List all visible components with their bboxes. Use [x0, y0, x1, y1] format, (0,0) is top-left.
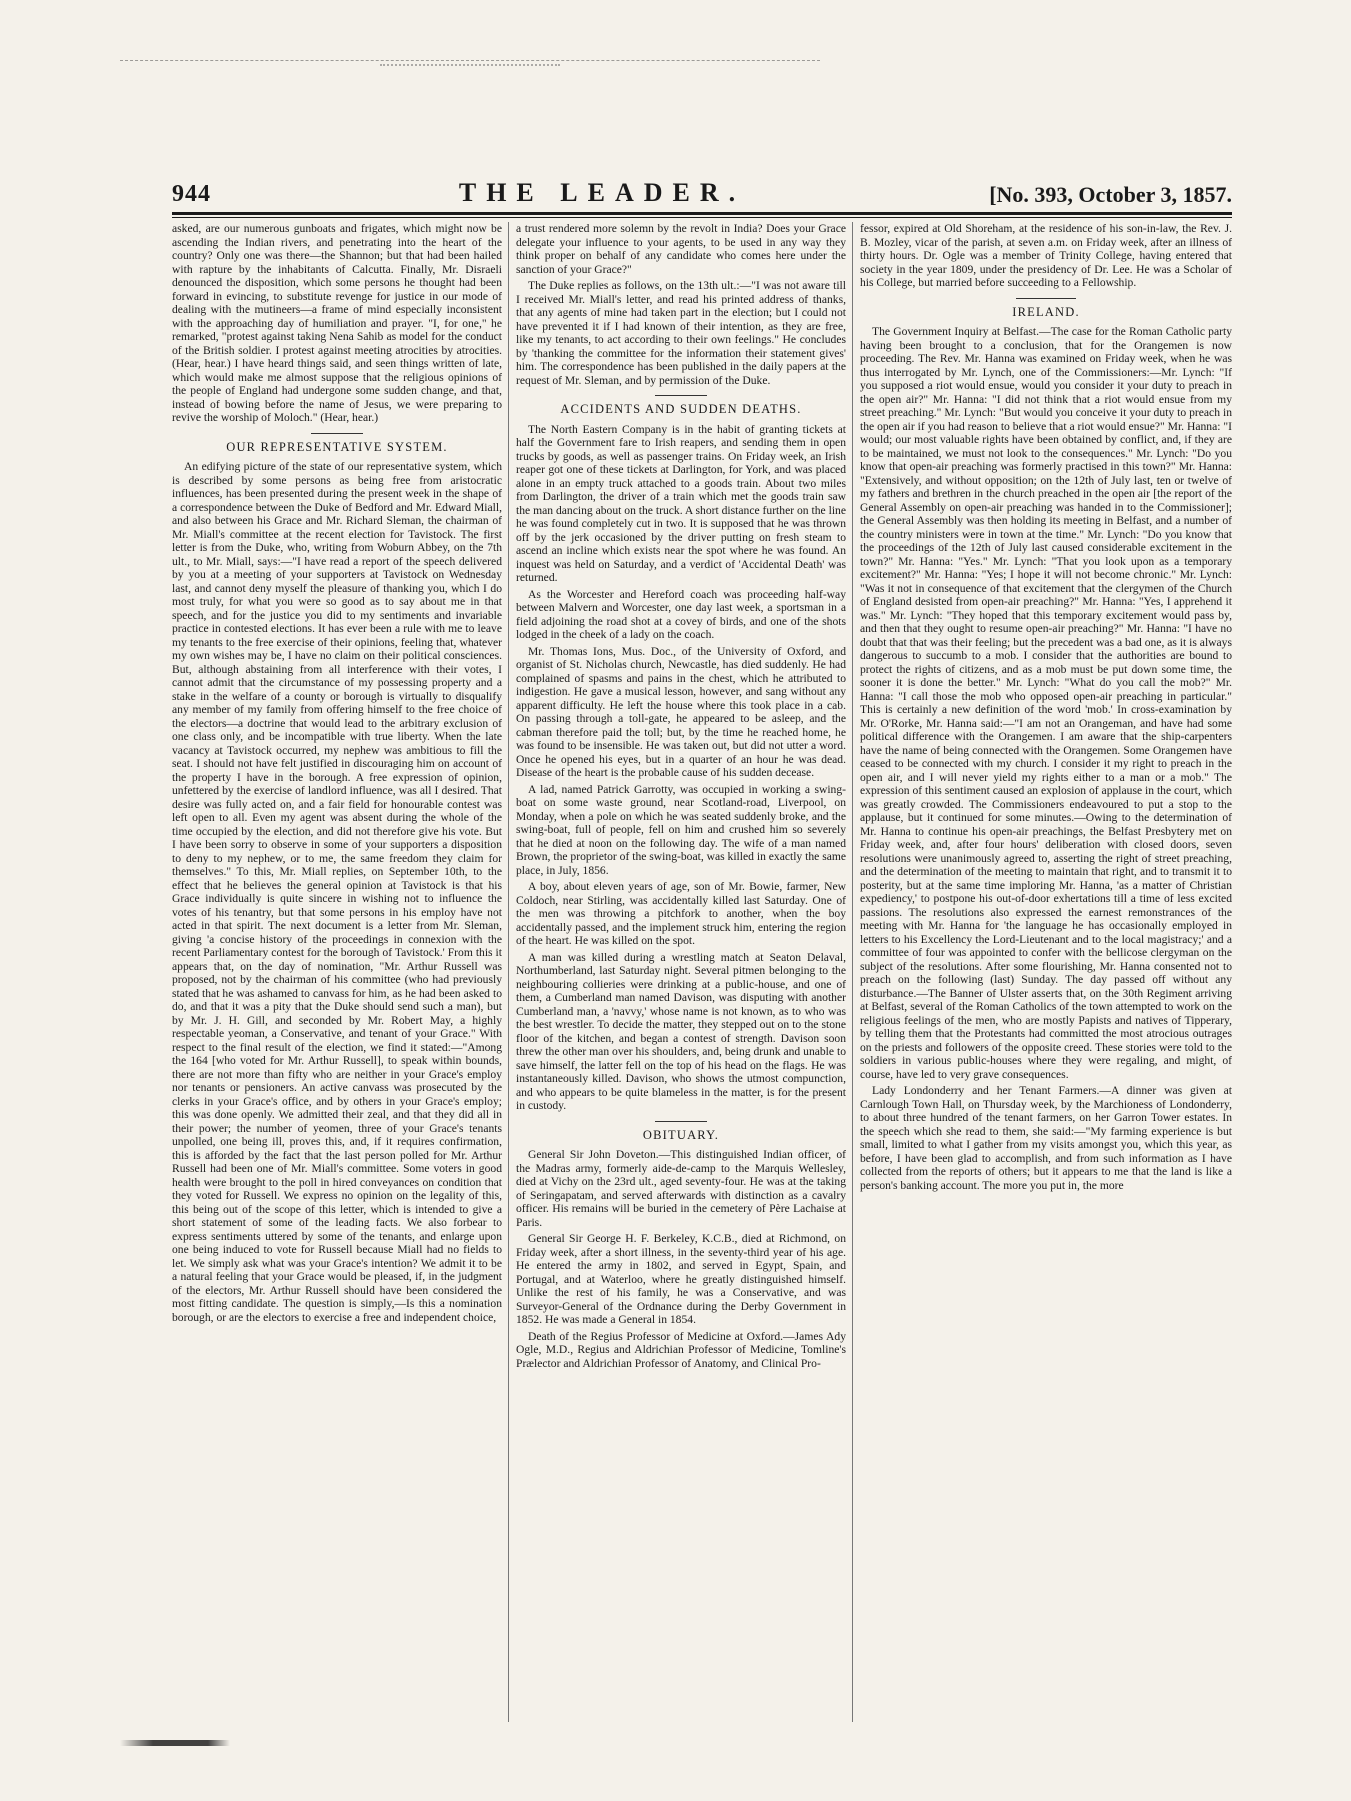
article-paragraph: A lad, named Patrick Garrotty, was occupied in working a swing-boat on some waste ground, near Scotland-road, Liverpool, on Monday, when a pole on which he was seated suddenly broke, and the swing-boat, full of people, fell on him and crushed him so severely that he died at noon on the following day. The wife of a man named Brown, the proprietor of the swing-boat, was killed in exactly the same place, in July, 1856.: [516, 782, 846, 877]
header-rule-thin: [172, 217, 1232, 218]
section-heading-representative-system: OUR REPRESENTATIVE SYSTEM.: [172, 433, 502, 455]
article-paragraph: The North Eastern Company is in the habit of granting tickets at half the Government fare to Irish reapers, and sending them in open trucks by goods, as well as passenger trains. On Friday week, an Irish reaper got one of these tickets at Darlington, for York, and was placed alone in an empty truck attached to a goods train. About two miles from Darlington, the driver of a train which met the goods train saw the man dancing about on the truck. A short distance further on the line he was found completely cut in two. It is supposed that he was thrown off by the jerk occasioned by the driver putting on fresh steam to ascend an incline which exists near the spot where he was found. An inquest was held on Saturday, and a verdict of 'Accidental Death' was returned.: [516, 422, 846, 584]
article-paragraph: A man was killed during a wrestling match at Seaton Delaval, Northumberland, last Saturday night. Several pitmen belonging to the neighbouring collieries were drinking at a public-house, and one of them, a Cumberland man named Davison, was disputing with another Cumberland man, a 'navvy,' whose name is not known, as to who was the best wrestler. To decide the matter, they stepped out on to the stone floor of the kitchen, and began a contest of strength. Davison soon threw the other man over his shoulders, and, being drunk and unable to save himself, the latter fell on the top of his head on the flags. He was instantaneously killed. Davison, who shows the utmost compunction, and who appears to be quite blameless in the matter, is for the present in custody.: [516, 950, 846, 1112]
column-divider: [852, 222, 853, 1722]
article-paragraph: Mr. Thomas Ions, Mus. Doc., of the University of Oxford, and organist of St. Nicholas church, Newcastle, has died suddenly. He had complained of spasms and pains in the chest, which he attributed to indigestion. He gave a musical lesson, however, and sang without any apparent difficulty. He left the house where this took place in a cab. On passing through a toll-gate, he appeared to be asleep, and the cabman therefore paid the toll; but, by the time he reached home, he was found to be insensible. He was taken out, but did not utter a word. Once he opened his eyes, but in a quarter of an hour he was dead. Disease of the heart is the probable cause of his sudden decease.: [516, 644, 846, 779]
article-paragraph: Lady Londonderry and her Tenant Farmers.—A dinner was given at Carnlough Town Hall, on Thursday week, by the Marchioness of Londonderry, to about three hundred of the tenant farmers, on her Garron Tower estates. In the speech which she read to them, she said:—"My farming experience is but small, limited to what I gather from my visits amongst you, which this year, as before, I have been glad to accomplish, and from such information as I have collected from the reports of others; but it appears to me that the land is like a person's banking account. The more you put in, the more: [860, 1084, 1232, 1192]
article-paragraph: fessor, expired at Old Shoreham, at the residence of his son-in-law, the Rev. J. B. Mozley, vicar of the parish, at seven a.m. on Friday week, after an illness of thirty hours. Dr. Ogle was a member of Trinity College, having entered that society in the year 1809, under the presidency of Dr. Lee. He was a Scholar of his College, but married before succeeding to a Fellowship.: [860, 222, 1232, 289]
ink-smudge: [120, 1740, 230, 1746]
page-number: 944: [172, 181, 211, 207]
newspaper-title: THE LEADER.: [458, 178, 746, 207]
article-paragraph: asked, are our numerous gunboats and frigates, which might now be ascending the Indian rivers, and penetrating into the heart of the country? Only one was there—the Shannon; but that had been hailed with rapture by the inhabitants of Calcutta. Finally, Mr. Disraeli denounced the disposition, which some persons he thought had been forward in evincing, to substitute revenge for justice in our mode of dealing with the mutineers—a frame of mind especially inconsistent with the approaching day of humiliation and prayer. "I, for one," he remarked, "protest against taking Nena Sahib as model for the conduct of the British soldier. I protest against meeting atrocities by atrocities. (Hear, hear.) I have heard things said, and seen things written of late, which would make me almost suppose that the religious opinions of the people of England had undergone some sudden change, and that, instead of bowing before the name of Jesus, we were preparing to revive the worship of Moloch." (Hear, hear.): [172, 222, 502, 424]
section-heading-ireland: IRELAND.: [860, 298, 1232, 320]
issue-date: [No. 393, October 3, 1857.: [989, 182, 1232, 207]
column-1: [172, 222, 502, 1732]
article-paragraph: An edifying picture of the state of our representative system, which is described by some persons as being free from aristocratic influences, has been presented during the present week in the shape of a correspondence between the Duke of Bedford and Mr. Edward Miall, and also between his Grace and Mr. Richard Sleman, the chairman of Mr. Miall's committee at the recent election for Tavistock. The first letter is from the Duke, who, writing from Woburn Abbey, on the 7th ult., to Mr. Miall, says:—"I have read a report of the speech delivered by you at a meeting of your supporters at Tavistock on Wednesday last, and cannot deny myself the pleasure of thanking you, which I do most truly, for what you were so good as to say about me in that speech, and for the justice you did to my sentiments and invariable practice in contested elections. It has ever been a rule with me to leave my tenants to the free exercise of their opinions, feeling that, whatever my own wishes may be, I have no claim on their political consciences. But, although abstaining from all interference with their votes, I cannot admit that the circumstance of my possessing property and a stake in the welfare of a county or borough is virtually to disqualify any member of my family from offering himself to the free choice of the electors—a doctrine that would lead to the arbitrary exclusion of one class only, and be incompatible with true liberty. When the late vacancy at Tavistock occurred, my nephew was ambitious to fill the seat. I should not have felt justified in discouraging him on account of the property I have in the borough. A free expression of opinion, unfettered by the exercise of landlord influence, was all I desired. That desire was fully acted on, and a fair field for honourable contest was left open to all. Even my agent was absent during the whole of the time occupied by the election, and did not therefore give his vote. But I have been sorry to observe in some of your supporters a disposition to deny to my nephew, or to me, the same freedom they claim for themselves." To this, Mr. Miall replies, on September 10th, to the effect that he believes the general opinion at Tavistock is that his Grace individually is quite sincere in wishing not to influence the votes of his tenantry, but that some persons in his employ have not acted in that spirit. The next document is a letter from Mr. Sleman, giving 'a concise history of the proceedings in connexion with the recent Parliamentary contest for the borough of Tavistock.' From this it appears that, on the day of nomination, "Mr. Arthur Russell was proposed, not by the chairman of his committee (who had previously stated that he was ashamed to canvass for him, as he had been asked to do, and that it was a pity that the Duke should send such a man), but by Mr. J. H. Gill, and seconded by Mr. Robert May, a highly respectable yeoman, a Conservative, and tenant of your Grace." With respect to the final result of the election, we find it stated:—"Among the 164 [who voted for Mr. Arthur Russell], to speak within bounds, there are not more than fifty who are neither in your Grace's employ nor tenants or pensioners. An active canvass was prosecuted by the clerks in your Grace's office, and by others in your Grace's employ; this was done openly. We admitted their zeal, and that they did all in their power; the number of yeomen, three of your Grace's tenants unpolled, one being ill, proves this, and, if it requires confirmation, this is afforded by the fact that the last person polled for Mr. Arthur Russell had been one of Mr. Miall's committee. Some voters in good health were brought to the poll in hired conveyances on condition that they voted for Russell. We express no opinion on the legality of this, this being out of the scope of this letter, which is intended to give a short statement of some of the leading facts. We also forbear to express sentiments uttered by some of the tenants, and enlarge upon one being induced to vote for Russell because Miall had no fields to let. We simply ask what was your Grace's intention? We admit it to be a natural feeling that your Grace would be pleased, if, in the judgment of the electors, Mr. Arthur Russell should have been considered the most fitting candidate. The question is simply,—Is this a nomination borough, or are the electors to exercise a free and independent choice,: [172, 460, 502, 1324]
section-heading-obituary: OBITUARY.: [516, 1121, 846, 1143]
scan-artifact-top-2: [380, 64, 560, 69]
article-paragraph: A boy, about eleven years of age, son of Mr. Bowie, farmer, New Coldoch, near Stirling, was accidentally killed last Saturday. One of the men was throwing a pitchfork to another, when the boy accidentally passed, and the implement struck him, entering the region of the heart. He was killed on the spot.: [516, 880, 846, 947]
article-paragraph: As the Worcester and Hereford coach was proceeding half-way between Malvern and Worcester, one day last week, a sportsman in a field adjoining the road shot at a covey of birds, and one of the shots lodged in the cheek of a lady on the coach.: [516, 587, 846, 641]
article-paragraph: a trust rendered more solemn by the revolt in India? Does your Grace delegate your influence to your agents, to be used in any way they think proper on behalf of any candidate who comes here under the sanction of your Grace?": [516, 222, 846, 276]
column-3: [860, 222, 1232, 1732]
article-paragraph: General Sir George H. F. Berkeley, K.C.B., died at Richmond, on Friday week, after a short illness, in the seventy-third year of his age. He entered the army in 1802, and served in Egypt, Spain, and Portugal, and at Waterloo, where he greatly distinguished himself. Unlike the rest of his family, he was a Conservative, and was Surveyor-General of the Ordnance during the Derby Government in 1852. He was made a General in 1854.: [516, 1232, 846, 1326]
header-rule-thick: [172, 212, 1232, 215]
article-paragraph: General Sir John Doveton.—This distinguished Indian officer, of the Madras army, formerly aide-de-camp to the Marquis Wellesley, died at Vichy on the 23rd ult., aged seventy-four. He was at the taking of Seringapatam, and served afterwards with distinction as a cavalry officer. His remains will be buried in the cemetery of Père Lachaise at Paris.: [516, 1148, 846, 1229]
article-paragraph: Death of the Regius Professor of Medicine at Oxford.—James Ady Ogle, M.D., Regius and Aldrichian Professor of Medicine, Tomline's Prælector and Aldrichian Professor of Anatomy, and Clinical Pro-: [516, 1329, 846, 1370]
article-paragraph: The Duke replies as follows, on the 13th ult.:—"I was not aware till I received Mr. Miall's letter, and read his printed address of thanks, that any agents of mine had taken part in the election; but I could not have prevented it if I had known of their intention, as they are free, like my tenants, to act according to their own feelings." He concludes by 'thanking the committee for the information their statement gives' him. The correspondence has been published in the daily papers at the request of Mr. Sleman, and by permission of the Duke.: [516, 279, 846, 387]
masthead: [172, 174, 1232, 208]
section-heading-accidents: ACCIDENTS AND SUDDEN DEATHS.: [516, 395, 846, 417]
column-divider: [508, 222, 509, 1722]
article-paragraph: The Government Inquiry at Belfast.—The case for the Roman Catholic party having been brought to a conclusion, that for the Orangemen is now proceeding. The Rev. Mr. Hanna was examined on Friday week, when he was thus interrogated by Mr. Lynch, one of the Commissioners:—Mr. Lynch: "If you supposed a riot would ensue, would you consider it your duty to preach in the open air?" Mr. Hanna: "I did not think that a riot would ensue from my street preaching." Mr. Lynch: "But would you conceive it your duty to preach in the open air if you had reason to believe that a riot would ensue?" Mr. Hanna: "I would; our most valuable rights have been obtained by conflict, and, if they are to be maintained, we must not look to the consequences." Mr. Lynch: "Do you know that open-air preaching was formerly practised in this town?" Mr. Hanna: "Extensively, and without opposition; on the 12th of July last, ten or twelve of my fathers and brethren in the church preached in the open air [the report of the General Assembly on open-air preaching was handed in to the Commissioner]; the General Assembly was then holding its meeting in Belfast, and a number of the country ministers were in town at the time." Mr. Lynch: "Do you know that the proceedings of the 12th of July last caused considerable excitement in the town?" Mr. Hanna: "Yes." Mr. Lynch: "That you look upon as a temporary excitement?" Mr. Hanna: "Yes; I hope it will not become chronic." Mr. Lynch: "Was it not in consequence of that excitement that the clergymen of the Church of England desisted from open-air preaching?" Mr. Hanna: "Yes, I apprehend it was." Mr. Lynch: "They hoped that this temporary excitement would pass by, and then that they ought to resume open-air preaching?" Mr. Hanna: "I have no doubt that that was their feeling; but the precedent was a bad one, as it is always dangerous to succumb to a mob. I consider that the authorities are bound to protect the rights of citizens, and as a mob must be put down some time, the sooner it is done the better." Mr. Lynch: "What do you call the mob?" Mr. Hanna: "I call those the mob who opposed open-air preaching in particular." This is certainly a new definition of the word 'mob.' In cross-examination by Mr. O'Rorke, Mr. Hanna said:—"I am not an Orangeman, and have had some political difference with the Orangemen. I am aware that the ship-carpenters have the name of being connected with the Orangemen. Some Orangemen have ceased to be connected with my church. I consider it my right to preach in the open air, and I will never yield my rights either to a man or a mob." The expression of this sentiment caused an explosion of applause in the court, which was greatly crowded. The Commissioners endeavoured to put a stop to the applause, but it continued for some minutes.—Owing to the determination of Mr. Hanna to continue his open-air preachings, the Belfast Presbytery met on Friday week, and, after four hours' deliberation with closed doors, seven resolutions were unanimously agreed to, asserting the right of street preaching, and the determination of the meeting to maintain that right, and to transmit it to posterity, but at the same time imploring Mr. Hanna, 'as a matter of Christian expediency,' to postpone his out-of-door exhertations till a time of less excited passions. The resolutions also expressed the earnest remonstrances of the meeting with Mr. Hanna for 'the language he has occasionally employed in letters to his Excellency the Lord-Lieutenant and to the local magistracy;' and a committee of four was appointed to confer with the bellicose clergyman on the subject of the resolutions. After some flourishing, Mr. Hanna consented not to preach on the following (last) Sunday. The day passed off without any disturbance.—The Banner of Ulster asserts that, on the 30th Regiment arriving at Belfast, several of the Roman Catholics of the town attempted to work on the religious feelings of the men, who are mostly Papists and natives of Tipperary, by telling them that the Protestants had committed the most atrocious outrages on the priests and followers of the opposite creed. These stories were told to the soldiers in various public-houses where they were regaling, and might, of course, have led to very grave consequences.: [860, 325, 1232, 1081]
column-2: [516, 222, 846, 1732]
